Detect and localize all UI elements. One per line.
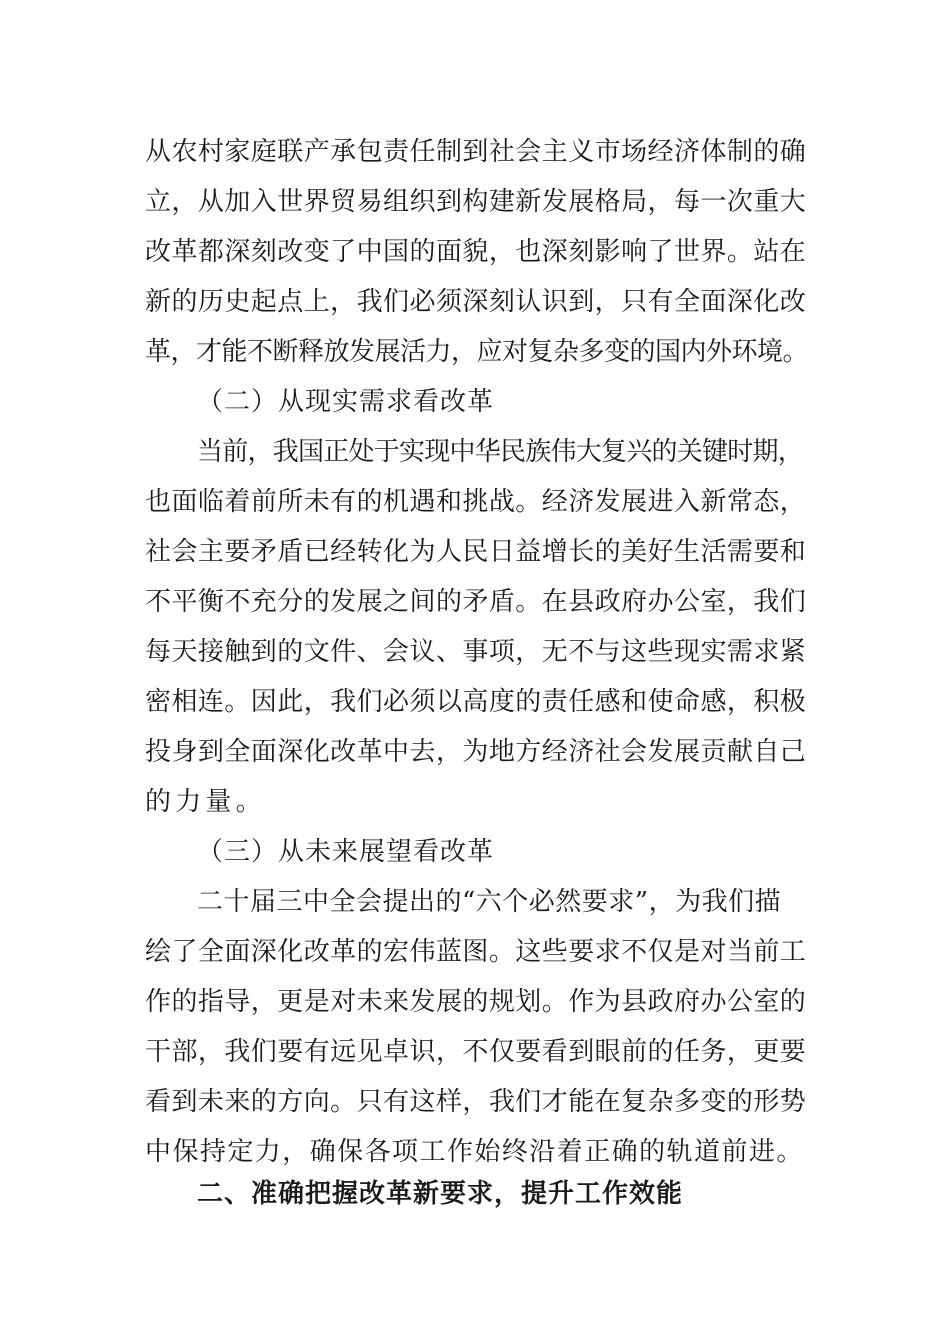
body-text-line: 的力量。 — [145, 787, 266, 817]
body-text-line: 社会主要矛盾已经转化为人民日益增长的美好生活需要和 — [145, 537, 807, 567]
subheading-two: （二）从现实需求看改革 — [197, 387, 495, 417]
paragraph-first-line: 二十届三中全会提出的“六个必然要求”，为我们描 — [197, 887, 782, 917]
subheading-three: （三）从未来展望看改革 — [197, 837, 495, 867]
body-text-line: 投身到全面深化改革中去，为地方经济社会发展贡献自己 — [145, 737, 807, 767]
body-text-line: 中保持定力，确保各项工作始终沿着正确的轨道前进。 — [145, 1137, 804, 1167]
body-text-line: 绘了全面深化改革的宏伟蓝图。这些要求不仅是对当前工 — [145, 937, 807, 967]
body-text-line: 从农村家庭联产承包责任制到社会主义市场经济体制的确 — [145, 137, 807, 167]
body-text-line: 革，才能不断释放发展活力，应对复杂多变的国内外环境。 — [145, 337, 809, 367]
body-text-line: 也面临着前所未有的机遇和挑战。经济发展进入新常态， — [145, 487, 807, 517]
body-text-line: 作的指导，更是对未来发展的规划。作为县政府办公室的 — [145, 987, 807, 1017]
body-text-line: 不平衡不充分的发展之间的矛盾。在县政府办公室，我们 — [145, 587, 807, 617]
body-text-line: 每天接触到的文件、会议、事项，无不与这些现实需求紧 — [145, 637, 807, 667]
section-heading: 二、准确把握改革新要求，提升工作效能 — [197, 1179, 684, 1209]
body-text-line: 看到未来的方向。只有这样，我们才能在复杂多变的形势 — [145, 1087, 807, 1117]
body-text-line: 新的历史起点上，我们必须深刻认识到，只有全面深化改 — [145, 287, 807, 317]
body-text-line: 立，从加入世界贸易组织到构建新发展格局，每一次重大 — [145, 187, 807, 217]
body-text-line: 密相连。因此，我们必须以高度的责任感和使命感，积极 — [145, 687, 807, 717]
body-text-line: 改革都深刻改变了中国的面貌，也深刻影响了世界。站在 — [145, 237, 807, 267]
body-text-line: 干部，我们要有远见卓识，不仅要看到眼前的任务，更要 — [145, 1037, 807, 1067]
paragraph-first-line: 当前，我国正处于实现中华民族伟大复兴的关键时期， — [197, 437, 804, 467]
